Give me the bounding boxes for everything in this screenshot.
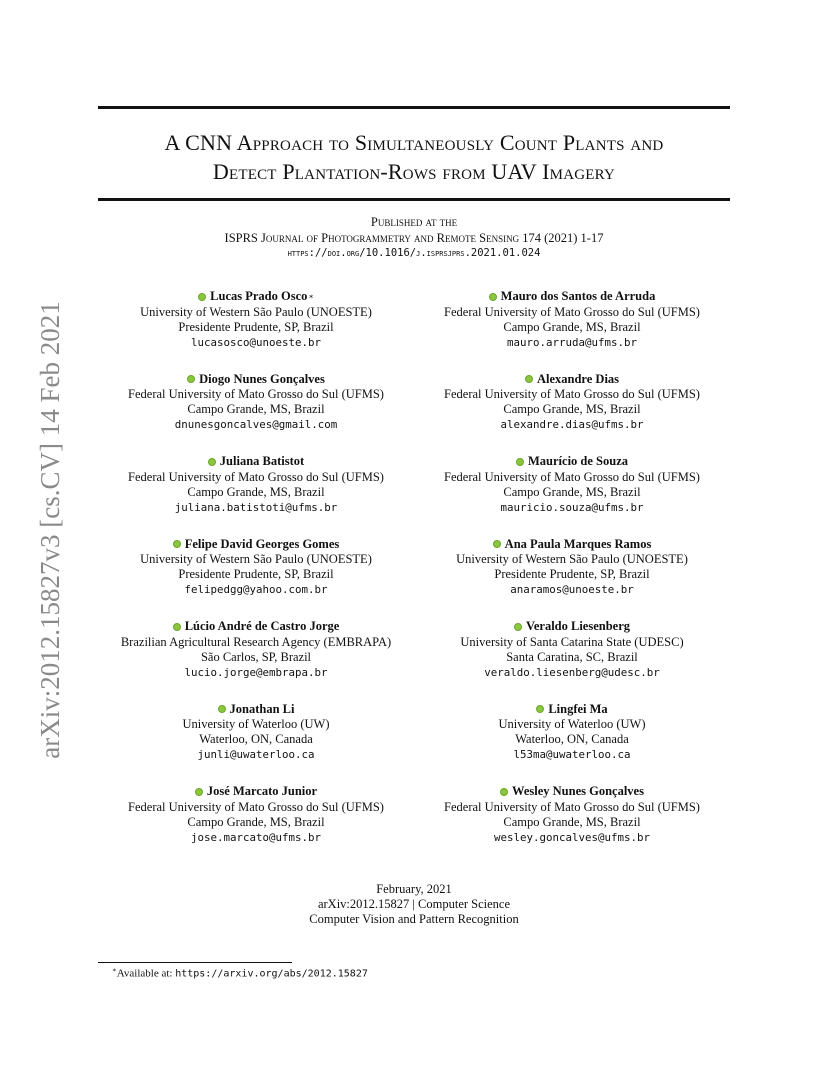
journal-reference: ISPRS Journal of Photogrammetry and Remote Sensing 174 (2021) 1-17	[224, 230, 604, 245]
arxiv-subject: Computer Vision and Pattern Recognition	[309, 912, 519, 926]
author-location: Campo Grande, MS, Brazil	[503, 402, 641, 416]
orcid-icon[interactable]	[187, 375, 195, 383]
author-name-line	[414, 784, 730, 800]
author-name-line	[414, 537, 730, 553]
footnote-label: Available at:	[116, 967, 176, 980]
orcid-icon[interactable]	[493, 540, 501, 548]
author-block	[414, 784, 730, 845]
author-block	[414, 619, 730, 680]
author-name-line	[98, 784, 414, 800]
author-affiliation: University of Waterloo (UW)	[182, 717, 330, 731]
title-rule-bottom	[98, 198, 730, 201]
author-affiliation: Federal University of Mato Grosso do Sul (UFMS)	[444, 469, 700, 484]
author-location: São Carlos, SP, Brazil	[200, 649, 312, 664]
author-name-line	[98, 372, 414, 388]
author-affiliation: University of Western São Paulo (UNOESTE)	[140, 304, 372, 319]
author-name-wrap	[187, 372, 325, 387]
orcid-icon[interactable]	[525, 375, 533, 383]
orcid-icon[interactable]	[218, 705, 226, 713]
author-block	[414, 289, 730, 350]
author-email[interactable]: dnunesgoncalves@gmail.com	[174, 418, 338, 431]
paper-date: February, 2021	[376, 882, 452, 896]
author-email[interactable]: alexandre.dias@ufms.br	[500, 418, 644, 431]
author-location: Waterloo, ON, Canada	[515, 732, 629, 746]
author-name-line	[414, 372, 730, 388]
author-affiliation: University of Western São Paulo (UNOESTE)	[140, 552, 372, 566]
author-footnote-mark: ∗	[308, 292, 314, 301]
author-name-wrap	[198, 289, 314, 304]
author-affiliation: University of Santa Catarina State (UDESC)	[460, 634, 684, 649]
author-block	[98, 702, 414, 763]
publication-info	[98, 215, 730, 262]
author-email[interactable]: juliana.batistoti@ufms.br	[174, 500, 338, 514]
author-block	[98, 619, 414, 680]
author-email[interactable]: anaramos@unoeste.br	[510, 583, 634, 596]
orcid-icon[interactable]	[500, 788, 508, 796]
author-name: Juliana Batistot	[219, 454, 305, 468]
author-name-wrap	[208, 454, 304, 469]
author-name: Alexandre Dias	[536, 371, 620, 386]
author-block	[414, 372, 730, 433]
author-name: Wesley Nunes Gonçalves	[512, 784, 644, 798]
author-location: Presidente Prudente, SP, Brazil	[494, 567, 650, 581]
author-name-line	[98, 289, 414, 305]
footnote-url[interactable]: https://arxiv.org/abs/2012.15827	[175, 968, 368, 980]
author-name-line	[98, 454, 414, 470]
orcid-icon[interactable]	[173, 540, 181, 548]
author-email[interactable]: wesley.goncalves@ufms.br	[493, 830, 650, 844]
author-email[interactable]: felipedgg@yahoo.com.br	[184, 583, 328, 596]
author-block	[98, 537, 414, 598]
author-email[interactable]: l53ma@uwaterloo.ca	[513, 748, 631, 761]
author-name-wrap	[218, 702, 295, 717]
author-name-wrap	[514, 619, 630, 634]
author-block	[414, 702, 730, 763]
author-email[interactable]: mauricio.souza@ufms.br	[500, 500, 644, 514]
author-name: Ana Paula Marques Ramos	[504, 536, 652, 551]
author-name-wrap	[173, 619, 340, 634]
author-name-line	[98, 702, 414, 718]
orcid-icon[interactable]	[514, 623, 522, 631]
author-name-wrap	[536, 702, 607, 717]
author-email[interactable]: veraldo.liesenberg@udesc.br	[484, 665, 660, 679]
author-block	[414, 537, 730, 598]
author-name: Veraldo Liesenberg	[525, 619, 631, 633]
orcid-icon[interactable]	[173, 623, 181, 631]
author-name-line	[98, 537, 414, 553]
author-name: Lucas Prado Osco	[210, 289, 308, 303]
author-name: Lúcio André de Castro Jorge	[184, 619, 340, 633]
author-affiliation: Federal University of Mato Grosso do Sul (UFMS)	[128, 469, 384, 484]
author-name-wrap	[516, 454, 628, 469]
author-block	[98, 784, 414, 845]
author-affiliation: Federal University of Mato Grosso do Sul (UFMS)	[128, 799, 384, 814]
arxiv-side-stamp: arXiv:2012.15827v3 [cs.CV] 14 Feb 2021	[35, 301, 65, 759]
author-email[interactable]: lucasosco@unoeste.br	[190, 335, 321, 349]
author-name-line	[414, 702, 730, 718]
author-location: Presidente Prudente, SP, Brazil	[178, 567, 334, 581]
orcid-icon[interactable]	[516, 458, 524, 466]
author-name-wrap	[500, 784, 644, 799]
author-name-line	[414, 619, 730, 635]
arxiv-category: arXiv:2012.15827 | Computer Science	[317, 897, 511, 911]
author-affiliation: University of Western São Paulo (UNOESTE)	[456, 552, 688, 566]
author-name: Maurício de Souza	[528, 454, 628, 468]
author-name-line	[414, 454, 730, 470]
author-name: Jonathan Li	[229, 701, 295, 716]
author-location: Campo Grande, MS, Brazil	[187, 402, 325, 416]
paper-metadata	[98, 882, 730, 927]
orcid-icon[interactable]	[536, 705, 544, 713]
orcid-icon[interactable]	[195, 788, 203, 796]
doi-link[interactable]: https://doi.org/10.1016/j.isprsjprs.2021.01.024	[287, 247, 541, 259]
author-name-line	[98, 619, 414, 635]
author-name-wrap	[489, 289, 656, 304]
author-affiliation: Brazilian Agricultural Research Agency (EMBRAPA)	[120, 634, 392, 649]
author-location: Campo Grande, MS, Brazil	[187, 814, 325, 829]
orcid-icon[interactable]	[489, 293, 497, 301]
author-name-wrap	[195, 784, 317, 799]
author-name-wrap	[493, 537, 652, 552]
author-block	[98, 454, 414, 515]
author-email[interactable]: mauro.arruda@ufms.br	[506, 335, 637, 349]
title-line-1: A CNN Approach to Simultaneously Count Plants and	[164, 130, 664, 155]
author-name-wrap	[525, 372, 619, 387]
author-name: José Marcato Junior	[206, 784, 318, 798]
author-email[interactable]: lucio.jorge@embrapa.br	[184, 665, 328, 679]
author-affiliation: Federal University of Mato Grosso do Sul (UFMS)	[128, 387, 384, 401]
title-line-2: Detect Plantation-Rows from UAV Imagery	[212, 159, 616, 184]
author-name: Diogo Nunes Gonçalves	[199, 371, 325, 386]
author-location: Presidente Prudente, SP, Brazil	[178, 319, 334, 334]
author-location: Campo Grande, MS, Brazil	[187, 484, 325, 499]
author-email[interactable]: junli@uwaterloo.ca	[197, 748, 315, 761]
author-location: Campo Grande, MS, Brazil	[503, 814, 641, 829]
author-location: Campo Grande, MS, Brazil	[503, 484, 641, 499]
paper-title	[98, 128, 730, 186]
published-at-label: Published at the	[370, 215, 458, 229]
footnote-mark: ∗	[112, 966, 117, 974]
author-affiliation: Federal University of Mato Grosso do Sul (UFMS)	[444, 387, 700, 401]
author-affiliation: Federal University of Mato Grosso do Sul (UFMS)	[444, 799, 700, 814]
author-affiliation: University of Waterloo (UW)	[498, 717, 646, 731]
author-name: Mauro dos Santos de Arruda	[500, 289, 656, 303]
author-affiliation: Federal University of Mato Grosso do Sul (UFMS)	[444, 304, 700, 319]
author-name-wrap	[173, 537, 340, 552]
author-name: Felipe David Georges Gomes	[184, 536, 340, 551]
author-block	[98, 289, 414, 350]
author-name-line	[414, 289, 730, 305]
author-location: Campo Grande, MS, Brazil	[503, 319, 641, 334]
footnote-rule	[98, 962, 292, 963]
orcid-icon[interactable]	[198, 293, 206, 301]
title-rule-top	[98, 106, 730, 109]
footnote	[112, 964, 368, 981]
orcid-icon[interactable]	[208, 458, 216, 466]
author-name: Lingfei Ma	[548, 701, 608, 716]
author-block	[98, 372, 414, 433]
author-email[interactable]: jose.marcato@ufms.br	[190, 830, 321, 844]
author-block	[414, 454, 730, 515]
author-location: Waterloo, ON, Canada	[199, 732, 313, 746]
author-location: Santa Caratina, SC, Brazil	[506, 649, 638, 664]
